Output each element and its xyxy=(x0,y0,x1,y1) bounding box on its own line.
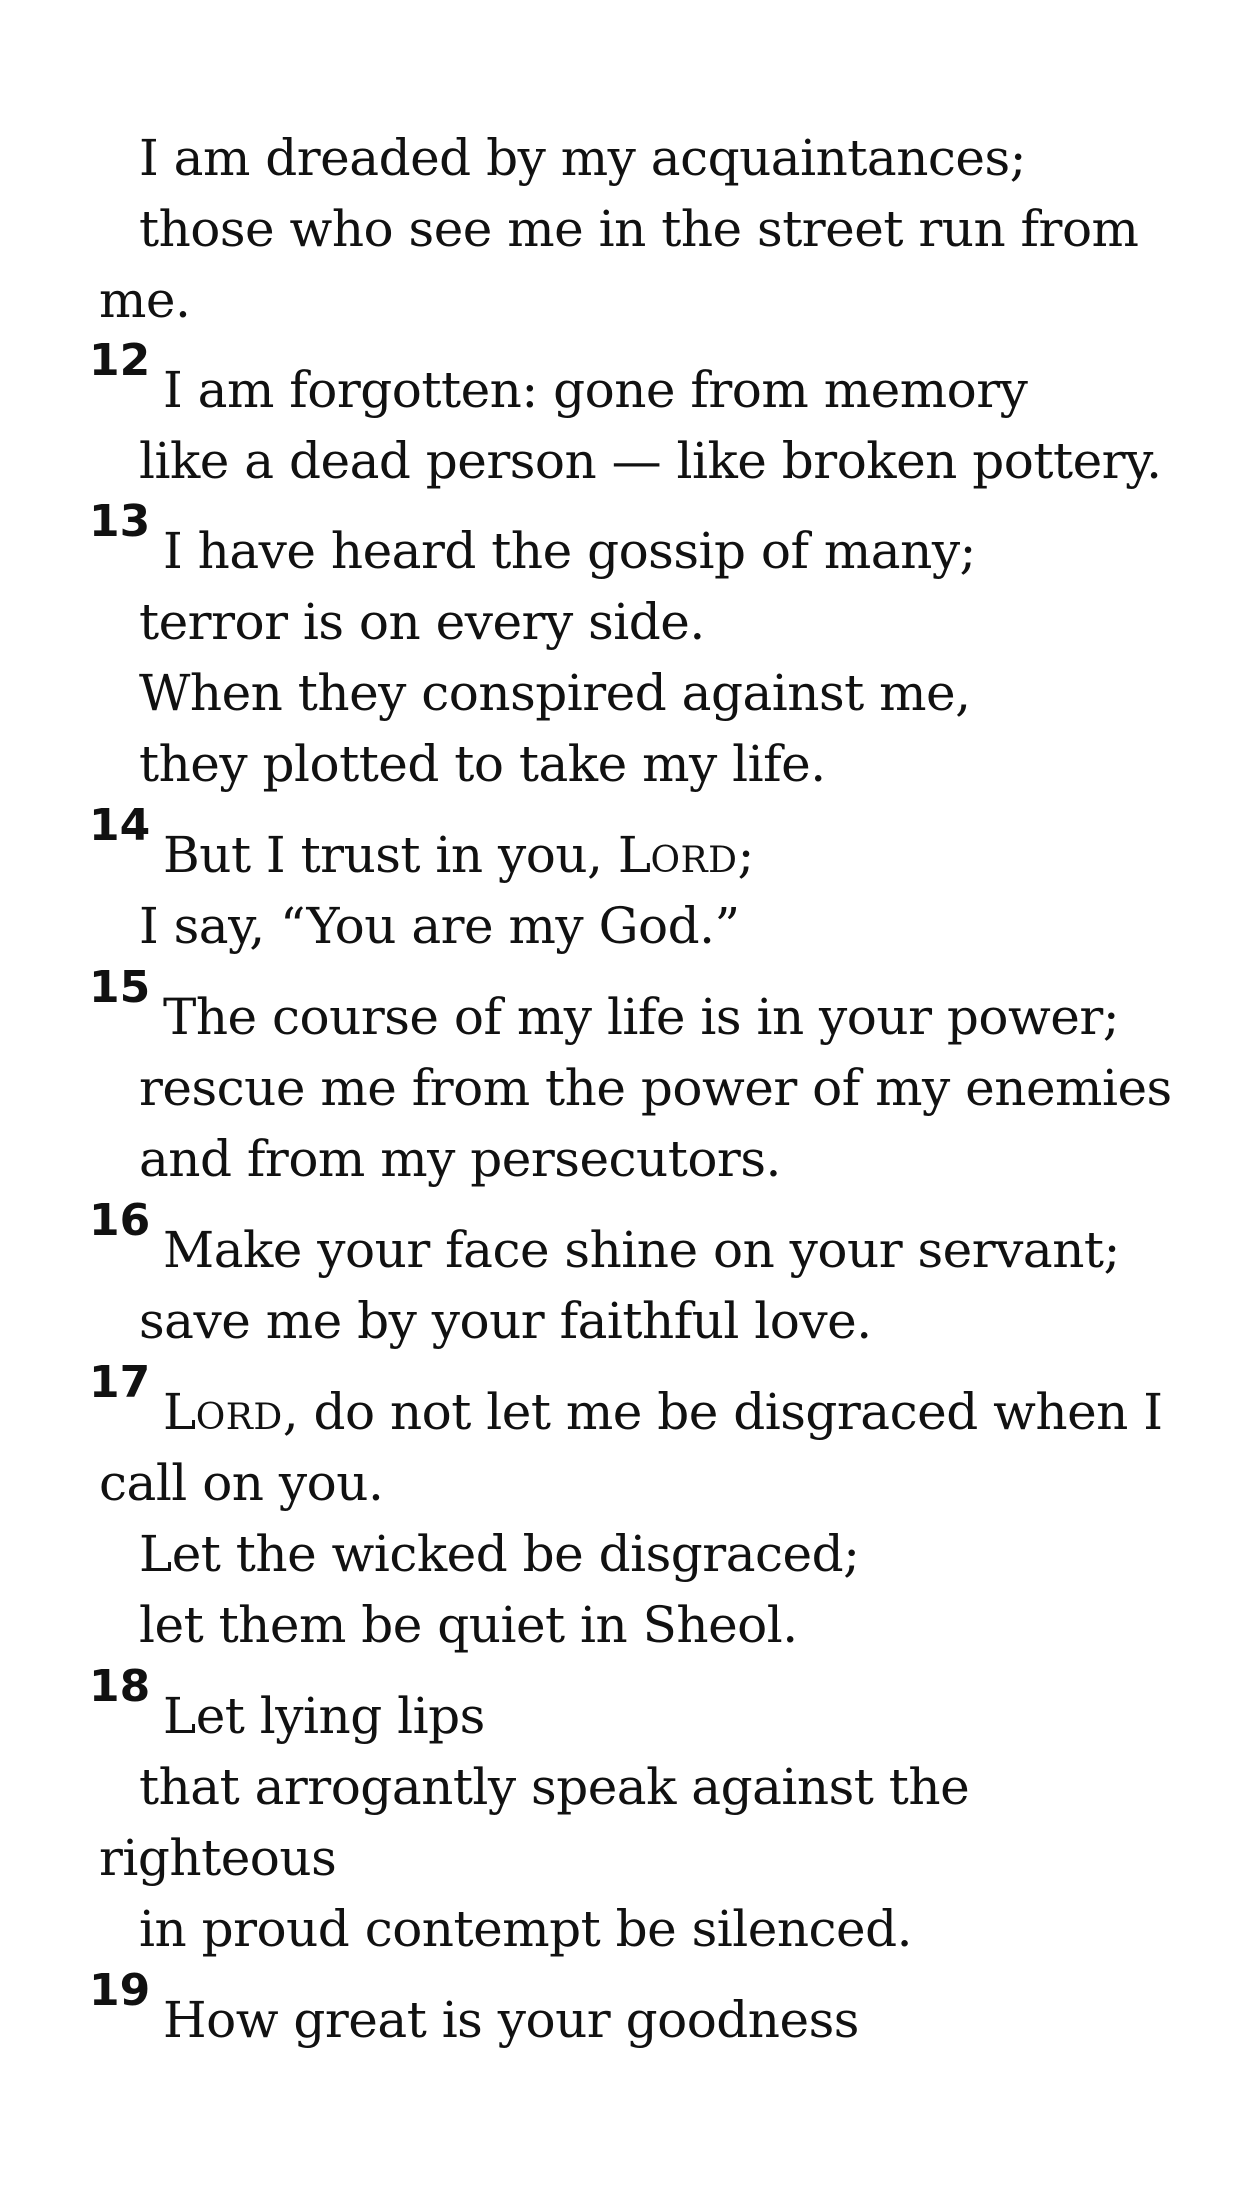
verse-number: 16 xyxy=(89,1195,151,1246)
verse-line: Let lying lips xyxy=(163,1687,485,1745)
verse-text: , do not let me be disgraced when I xyxy=(282,1383,1163,1441)
verse-text: But I trust in you, L xyxy=(163,826,651,884)
verse-number: 13 xyxy=(89,496,151,547)
verse-line: I say, “You are my God.” xyxy=(139,897,740,955)
verse-text: L xyxy=(163,1383,196,1441)
verse-line-wrap: call on you. xyxy=(99,1454,384,1512)
verse-line: rescue me from the power of my enemies xyxy=(139,1059,1172,1117)
verse-line: and from my persecutors. xyxy=(139,1130,781,1188)
verse-line: save me by your faithful love. xyxy=(139,1292,872,1350)
verse-line: Let the wicked be disgraced; xyxy=(139,1525,860,1583)
verse-line: those who see me in the street run from xyxy=(139,200,1139,258)
verse-line: How great is your goodness xyxy=(163,1991,859,2049)
verse-line: like a dead person — like broken pottery. xyxy=(139,432,1162,490)
verse-line: that arrogantly speak against the xyxy=(139,1758,970,1816)
verse-line: Make your face shine on your servant; xyxy=(163,1221,1120,1279)
verse-number: 12 xyxy=(89,335,151,386)
verse-line xyxy=(163,825,754,891)
verse-line-wrap: me. xyxy=(99,271,191,329)
verse-line: let them be quiet in Sheol. xyxy=(139,1596,798,1654)
verse-number: 14 xyxy=(89,800,151,851)
verse-line: I am dreaded by my acquaintances; xyxy=(139,129,1026,187)
divine-name-small-caps: ORD xyxy=(195,1397,283,1438)
verse-line-wrap: righteous xyxy=(99,1829,337,1887)
divine-name-small-caps: ORD xyxy=(650,840,738,881)
verse-number: 19 xyxy=(89,1965,151,2016)
verse-number: 18 xyxy=(89,1661,151,1712)
verse-line: When they conspired against me, xyxy=(139,664,971,722)
verse-line: I have heard the gossip of many; xyxy=(163,522,976,580)
verse-line: in proud contempt be silenced. xyxy=(139,1900,913,1958)
verse-line: The course of my life is in your power; xyxy=(163,988,1120,1046)
verse-text: ; xyxy=(737,826,754,884)
verse-number: 17 xyxy=(89,1357,151,1408)
verse-line: I am forgotten: gone from memory xyxy=(163,361,1028,419)
verse-line: they plotted to take my life. xyxy=(139,735,826,793)
verse-line xyxy=(163,1382,1163,1448)
verse-number: 15 xyxy=(89,962,151,1013)
verse-line: terror is on every side. xyxy=(139,593,705,651)
